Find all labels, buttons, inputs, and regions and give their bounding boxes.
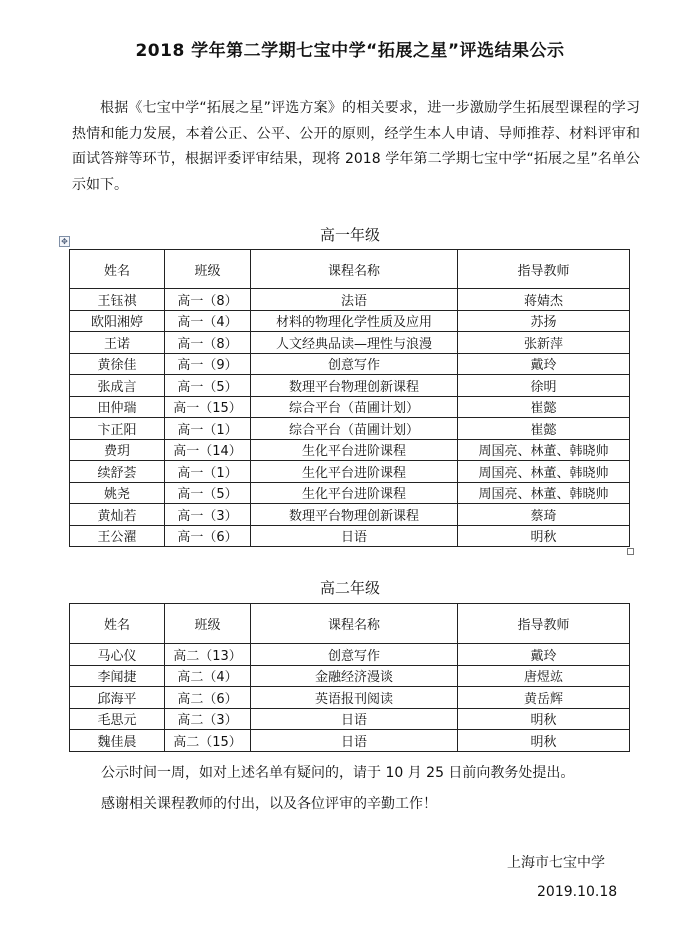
table-row xyxy=(70,289,630,311)
cell-class: 高二（15） xyxy=(165,730,251,752)
grade1-table xyxy=(69,249,630,547)
cell-name: 王公濯 xyxy=(70,525,165,547)
cell-course: 人文经典品读—理性与浪漫 xyxy=(251,332,458,354)
table-row xyxy=(70,310,630,332)
table-row xyxy=(70,504,630,526)
cell-name: 王钰祺 xyxy=(70,289,165,311)
cell-class: 高一（9） xyxy=(165,353,251,375)
table-row xyxy=(70,332,630,354)
cell-teacher: 唐煜竑 xyxy=(458,665,630,687)
cell-class: 高一（6） xyxy=(165,525,251,547)
col-header-teacher: 指导教师 xyxy=(458,604,630,644)
intro-paragraph: 根据《七宝中学“拓展之星”评选方案》的相关要求，进一步激励学生拓展型课程的学习热情和能力发展，本着公正、公平、公开的原则，经学生本人申请、导师推荐、材料评审和面试答辩等环节，根据评委评审结果，现将 2018 学年第二学期七宝中学“拓展之星”名单公示如下。 xyxy=(72,100,640,193)
cell-teacher: 黄岳辉 xyxy=(458,687,630,709)
table-header-row xyxy=(70,604,630,644)
cell-teacher: 明秋 xyxy=(458,525,630,547)
cell-name: 黄灿若 xyxy=(70,504,165,526)
table-row xyxy=(70,665,630,687)
cell-class: 高一（8） xyxy=(165,289,251,311)
cell-name: 费玥 xyxy=(70,439,165,461)
table-header-row xyxy=(70,250,630,289)
table-row xyxy=(70,482,630,504)
table-row xyxy=(70,396,630,418)
table-row xyxy=(70,525,630,547)
cell-name: 王诺 xyxy=(70,332,165,354)
cell-name: 姚尧 xyxy=(70,482,165,504)
cell-name: 卞正阳 xyxy=(70,418,165,440)
table-row xyxy=(70,375,630,397)
cell-name: 邱海平 xyxy=(70,687,165,709)
cell-name: 续舒荟 xyxy=(70,461,165,483)
grade2-table-body xyxy=(70,644,630,752)
cell-class: 高一（15） xyxy=(165,396,251,418)
cell-course: 日语 xyxy=(251,730,458,752)
cell-course: 金融经济漫谈 xyxy=(251,665,458,687)
table-row xyxy=(70,461,630,483)
cell-class: 高二（4） xyxy=(165,665,251,687)
cell-course: 创意写作 xyxy=(251,644,458,666)
cell-class: 高一（4） xyxy=(165,310,251,332)
grade1-heading: 高一年级 xyxy=(319,226,380,244)
table-row xyxy=(70,730,630,752)
table-move-handle-icon[interactable]: ✥ xyxy=(59,236,70,247)
grade1-table-body xyxy=(70,289,630,547)
cell-teacher: 蒋婧杰 xyxy=(458,289,630,311)
cell-class: 高一（5） xyxy=(165,482,251,504)
cell-teacher: 蔡琦 xyxy=(458,504,630,526)
cell-name: 黄徐佳 xyxy=(70,353,165,375)
cell-class: 高一（1） xyxy=(165,461,251,483)
cell-teacher: 崔懿 xyxy=(458,396,630,418)
cell-class: 高一（3） xyxy=(165,504,251,526)
cell-class: 高一（14） xyxy=(165,439,251,461)
cell-teacher: 苏扬 xyxy=(458,310,630,332)
cell-course: 法语 xyxy=(251,289,458,311)
col-header-course: 课程名称 xyxy=(251,250,458,289)
cell-course: 英语报刊阅读 xyxy=(251,687,458,709)
page-title: 2018 学年第二学期七宝中学“拓展之星”评选结果公示 xyxy=(135,41,565,61)
cell-teacher: 周国亮、林董、韩晓帅 xyxy=(458,439,630,461)
cell-course: 生化平台进阶课程 xyxy=(251,482,458,504)
cell-name: 马心仪 xyxy=(70,644,165,666)
table-row xyxy=(70,353,630,375)
cell-name: 张成言 xyxy=(70,375,165,397)
cell-course: 材料的物理化学性质及应用 xyxy=(251,310,458,332)
issue-date: 2019.10.18 xyxy=(537,884,618,900)
cell-class: 高二（6） xyxy=(165,687,251,709)
school-signature: 上海市七宝中学 xyxy=(507,855,605,871)
cell-course: 数理平台物理创新课程 xyxy=(251,504,458,526)
cell-name: 魏佳晨 xyxy=(70,730,165,752)
cell-name: 毛思元 xyxy=(70,708,165,730)
cell-course: 综合平台（苗圃计划） xyxy=(251,396,458,418)
notice-text: 公示时间一周，如对上述名单有疑问的，请于 10 月 25 日前向教务处提出。 xyxy=(101,765,575,781)
cell-course: 日语 xyxy=(251,708,458,730)
cell-class: 高一（1） xyxy=(165,418,251,440)
cell-course: 生化平台进阶课程 xyxy=(251,461,458,483)
cell-class: 高一（5） xyxy=(165,375,251,397)
cell-name: 田仲瑞 xyxy=(70,396,165,418)
table-row xyxy=(70,708,630,730)
grade2-table xyxy=(69,603,630,752)
cell-class: 高一（8） xyxy=(165,332,251,354)
col-header-name: 姓名 xyxy=(70,604,165,644)
cell-teacher: 戴玲 xyxy=(458,644,630,666)
table-row xyxy=(70,439,630,461)
cell-name: 欧阳湘婷 xyxy=(70,310,165,332)
thanks-text: 感谢相关课程教师的付出，以及各位评审的辛勤工作！ xyxy=(101,796,437,812)
col-header-teacher: 指导教师 xyxy=(458,250,630,289)
cell-teacher: 周国亮、林董、韩晓帅 xyxy=(458,482,630,504)
table-resize-handle-icon[interactable] xyxy=(627,548,634,555)
cell-class: 高二（13） xyxy=(165,644,251,666)
cell-teacher: 张新萍 xyxy=(458,332,630,354)
col-header-class: 班级 xyxy=(165,604,251,644)
cell-teacher: 徐明 xyxy=(458,375,630,397)
cell-course: 日语 xyxy=(251,525,458,547)
cell-course: 创意写作 xyxy=(251,353,458,375)
cell-course: 数理平台物理创新课程 xyxy=(251,375,458,397)
table-row xyxy=(70,644,630,666)
table-row xyxy=(70,418,630,440)
cell-name: 李闻捷 xyxy=(70,665,165,687)
cell-teacher: 戴玲 xyxy=(458,353,630,375)
col-header-class: 班级 xyxy=(165,250,251,289)
cell-course: 综合平台（苗圃计划） xyxy=(251,418,458,440)
col-header-course: 课程名称 xyxy=(251,604,458,644)
cell-teacher: 明秋 xyxy=(458,730,630,752)
grade2-heading: 高二年级 xyxy=(319,579,380,597)
col-header-name: 姓名 xyxy=(70,250,165,289)
cell-class: 高二（3） xyxy=(165,708,251,730)
cell-teacher: 崔懿 xyxy=(458,418,630,440)
cell-teacher: 明秋 xyxy=(458,708,630,730)
cell-teacher: 周国亮、林董、韩晓帅 xyxy=(458,461,630,483)
cell-course: 生化平台进阶课程 xyxy=(251,439,458,461)
table-row xyxy=(70,687,630,709)
